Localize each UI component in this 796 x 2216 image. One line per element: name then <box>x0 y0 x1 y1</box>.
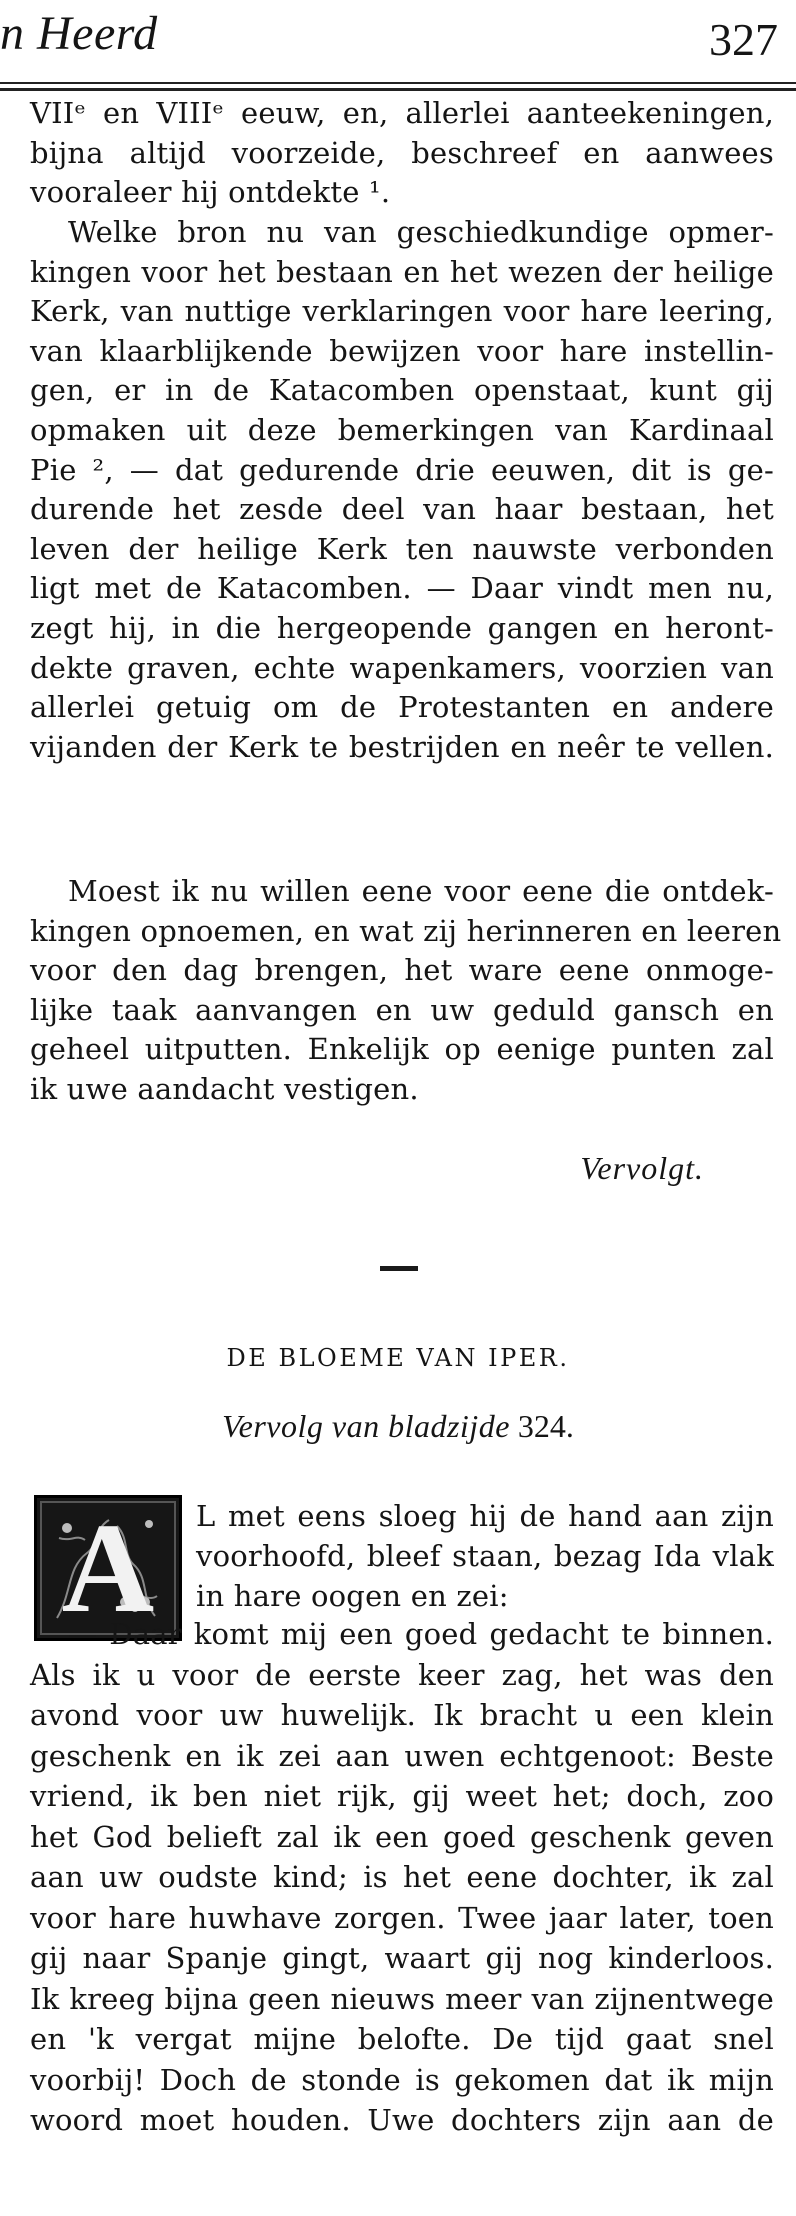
text-line: gen, er in de Katacomben openstaat, kunt gij <box>30 373 774 408</box>
text-line: dekte graven, echte wapenkamers, voorzien van <box>30 650 774 685</box>
text-line: aan uw oudste kind; is het eene dochter, ik zal <box>30 1860 774 1894</box>
text-line: en 'k vergat mijne belofte. De tijd gaat snel <box>30 2022 774 2056</box>
text-line: vriend, ik ben niet rijk, gij weet het; doch, zoo <box>30 1779 774 1813</box>
paragraph-katacomben <box>30 213 774 767</box>
story-opening <box>30 1496 774 1616</box>
running-title: n Heerd <box>0 7 158 60</box>
text-line: gij naar Spanje gingt, waart gij nog kinderloos. <box>30 1941 774 1975</box>
header-rule-thin <box>0 82 796 84</box>
page-number: 327 <box>709 14 778 65</box>
text-line: het God belieft zal ik een goed geschenk geven <box>30 1819 774 1854</box>
subtitle-text: Vervolg van bladzijde <box>222 1408 510 1444</box>
text-line: voor hare huwhave zorgen. Twee jaar later, toen <box>30 1900 774 1935</box>
text-line: woord moet houden. Uwe dochters zijn aan de <box>30 2103 774 2137</box>
paragraph-ontdekkingen <box>30 872 782 1110</box>
text-line: zegt hij, in die hergeopende gangen en heront- <box>30 610 774 645</box>
text-line: ik uwe aandacht vestigen. <box>30 1071 419 1106</box>
text-line: Kerk, van nuttige verklaringen voor hare leering, <box>30 294 774 329</box>
text-line: geheel uitputten. Enkelijk op eenige punten zal <box>30 1032 774 1067</box>
text-line: voorhoofd, bleef staan, bezag Ida vlak <box>196 1539 774 1573</box>
text-line: avond voor uw huwelijk. Ik bracht u een klein <box>30 1698 774 1732</box>
section-title: DE BLOEME VAN IPER. <box>226 1344 570 1372</box>
text-line: bijna altijd voorzeide, beschreef en aanwees <box>30 135 774 170</box>
text-line: van klaarblijkende bewijzen voor hare instellin- <box>30 333 774 368</box>
text-line: kingen opnoemen, en wat zij herinneren en leeren <box>30 913 782 948</box>
text-line: allerlei getuig om de Protestanten en andere <box>30 690 774 725</box>
section-subtitle <box>0 1404 796 1448</box>
dropcap-letter: A <box>61 1497 155 1639</box>
header-rule-thick <box>0 88 796 91</box>
text-line: durende het zesde deel van haar bestaan, het <box>30 492 774 527</box>
text-line: voor den dag brengen, het ware eene onmoge- <box>30 953 774 988</box>
text-line: vooraleer hij ontdekte ¹. <box>30 175 391 210</box>
story-dialogue <box>30 1614 774 2141</box>
text-line: L met eens sloeg hij de hand aan zijn <box>196 1499 774 1533</box>
text-line: voorbij! Doch de stonde is gekomen dat ik mijn <box>30 2062 774 2097</box>
text-line: vijanden der Kerk te bestrijden en neêr te vellen. <box>30 729 774 764</box>
text-line: VIIᵉ en VIIIᵉ eeuw, en, allerlei aanteekeningen, <box>30 96 774 130</box>
continued-note: Vervolgt. <box>580 1150 704 1186</box>
text-line: kingen voor het bestaan en het wezen der heilige <box>30 254 774 289</box>
text-line: Ik kreeg bijna geen nieuws meer van zijnentwege <box>30 1981 774 2016</box>
text-line: lijke taak aanvangen en uw geduld gansch en <box>30 992 774 1027</box>
text-line: opmaken uit deze bemerkingen van Kardinaal <box>30 412 774 447</box>
text-line: leven der heilige Kerk ten nauwste verbonden <box>30 531 774 566</box>
text-line: Als ik u voor de eerste keer zag, het was den <box>30 1657 774 1692</box>
text-line: Moest ik nu willen eene voor eene die ontdek- <box>68 874 774 908</box>
running-header <box>0 0 796 86</box>
text-line: — Daar komt mij een goed gedacht te binnen. <box>68 1617 774 1651</box>
text-line: geschenk en ik zei aan uwen echtgenoot: Beste <box>30 1738 774 1773</box>
text-line: ligt met de Katacomben. — Daar vindt men nu, <box>30 571 774 606</box>
text-line: Welke bron nu van geschiedkundige opmer- <box>68 215 774 249</box>
text-line: in hare oogen en zei: <box>196 1579 509 1613</box>
paragraph-continuation <box>30 94 774 213</box>
subtitle-page: 324. <box>517 1408 574 1444</box>
text-line: Pie ², — dat gedurende drie eeuwen, dit is ge- <box>30 452 774 487</box>
section-divider <box>380 1266 418 1271</box>
